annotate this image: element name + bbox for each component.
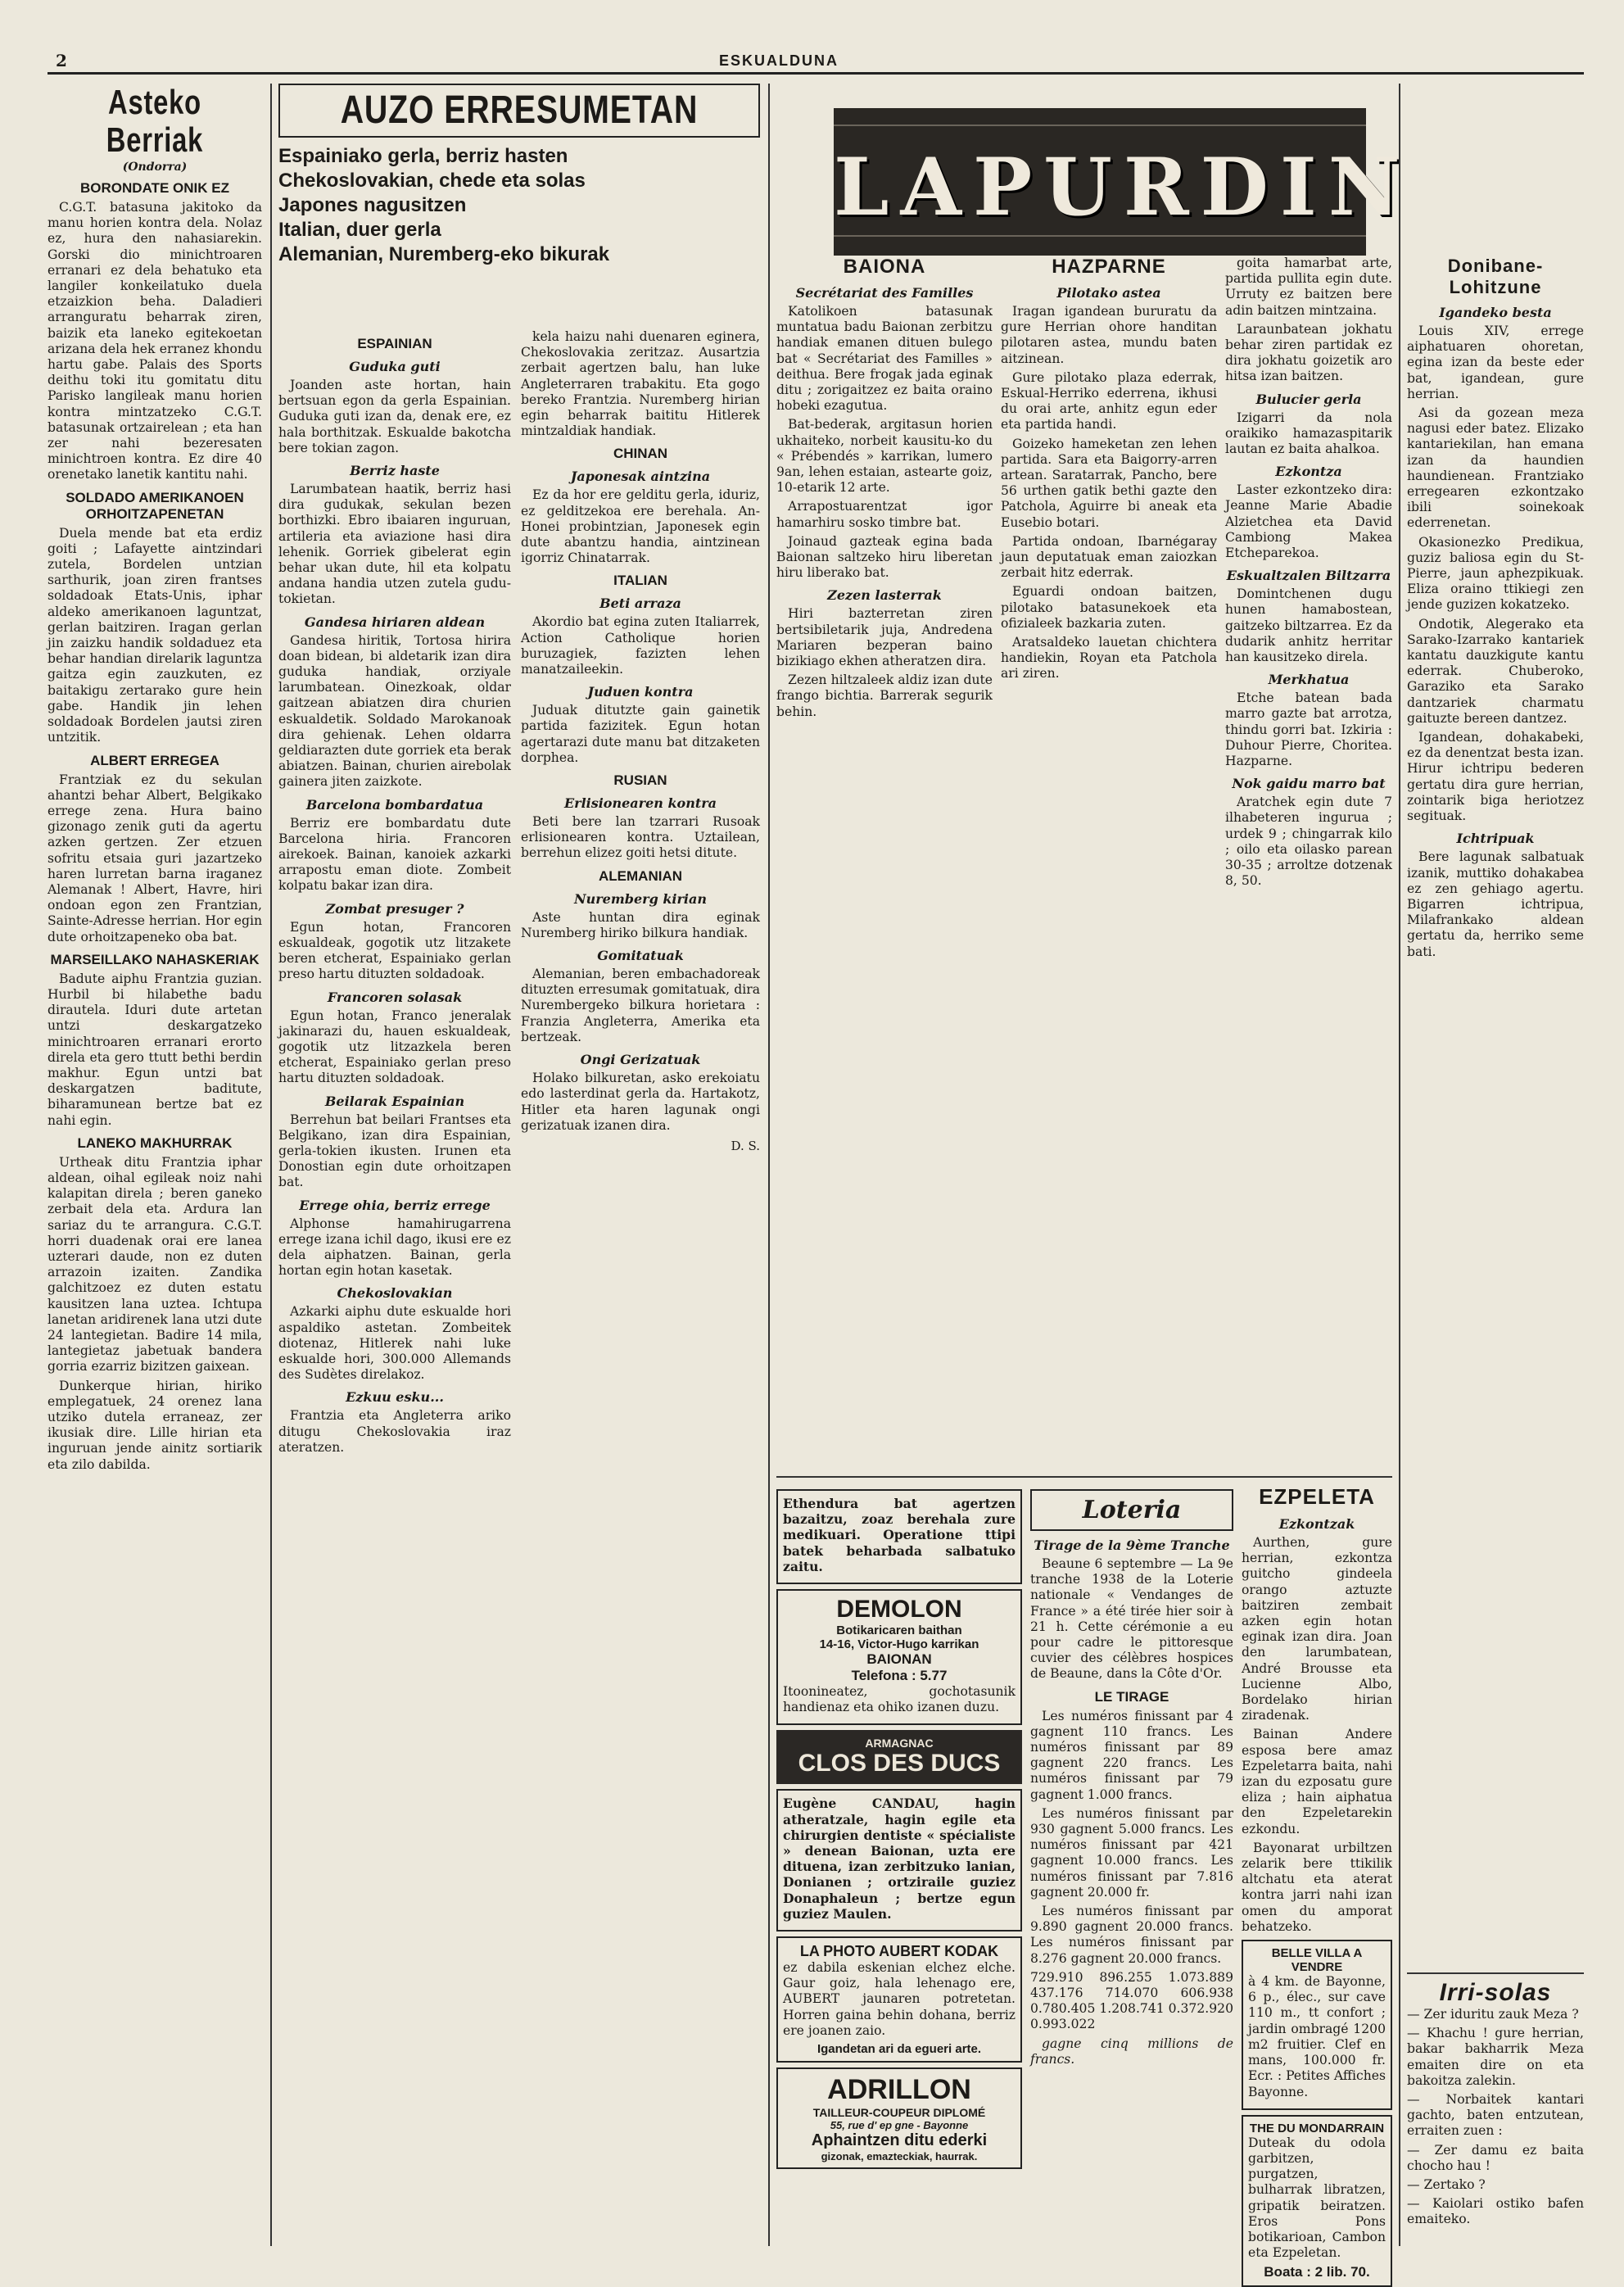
armagnac-ad bbox=[776, 1730, 1022, 1784]
section-subtitle: Erlisionearen kontra bbox=[563, 795, 717, 812]
article-text: Aurthen, gure herrian, ezkontza guitcho gindeela orango aztuzte baitziren zembait azken egin hotan eginak izan dira. Joan den larumbatean, André Brousse eta Lucienne Albo, Bordelako hirian ziradenak. bbox=[1242, 1535, 1392, 1723]
main-headline bbox=[278, 144, 760, 272]
lapurdin-masthead bbox=[834, 108, 1412, 256]
article-text: Akordio bat egina zuten Italiarrek, Action Catholique horien buruzagiek, fazizten lehen manatzaileekin. bbox=[521, 614, 760, 677]
dialogue-line: — Khachu ! gure herrian, bakar bakharrik Meza emaiten dire on eta bakoitza zalekin. bbox=[1407, 2026, 1584, 2088]
article-text: Les numéros finissant par 4 gagnent 110 francs. Les numéros finissant par 89 gagnent 220 francs. Les numéros finissant par 79 gagnent 1.000 francs. bbox=[1030, 1708, 1233, 1802]
section-subtitle: Barcelona bombardatua bbox=[305, 796, 484, 813]
dialogue-line: — Zer iduritu zauk Meza ? bbox=[1407, 2007, 1579, 2022]
demolon-subtitle: Botikaricaren baithan bbox=[836, 1624, 962, 1638]
demolon-ad bbox=[776, 1589, 1022, 1725]
article-text: Frantziak ez du sekulan ahantzi behar Albert, Belgikako errege zena. Hura baino gizonago zenik guti da agertu azken gertzen. Zer etzuen sofritu etsaia guri jazartzeko haren lurretan barna iraganez Alemanak ! Albert, Havre, hiri ondoan egon zen Frantzian, Sainte-Adresse herrian. Hor egin dute orhoitzapeneko oba bat. bbox=[47, 772, 262, 944]
loteria-footer: gagne cinq millions de francs. bbox=[1030, 2036, 1233, 2067]
section-title: LE TIRAGE bbox=[1094, 1688, 1169, 1705]
section-rule bbox=[776, 1476, 1392, 1478]
section-rule bbox=[1407, 1972, 1584, 1974]
adrillon-slogan: Aphaintzen ditu ederki bbox=[811, 2131, 988, 2150]
section-subtitle: Secrétariat des Familles bbox=[795, 285, 974, 301]
section-subtitle: Igandeko besta bbox=[1439, 305, 1552, 320]
article-text: Laster ezkontzeko dira: Jeanne Marie Abadie Alzietchea eta David Cambiong Makea Etcheparekoa. bbox=[1225, 482, 1392, 561]
article-text: Laraunbatean jokhatu behar ziren partidak ez dira jokhatu goizetik aro hitsa izan baitzen. bbox=[1225, 321, 1392, 384]
article-text: Domintchenen dugu hunen hamabostean, gaitzeko biltzarrea. Ez da dudarik anhitz herritar han kausitzeko direla. bbox=[1225, 586, 1392, 665]
headline-line: Chekoslovakian, chede eta solas bbox=[278, 170, 586, 192]
newspaper-page bbox=[47, 51, 1584, 2280]
asteko-berriak-column bbox=[47, 84, 262, 2246]
column-rule bbox=[1399, 84, 1400, 2246]
article-text: Beti bere lan tzarrari Rusoak erlisionearen kontra. Uztailean, berrehun elizez goiti hetsi ditute. bbox=[521, 814, 760, 861]
mondarrain-title: THE DU MONDARRAIN bbox=[1249, 2121, 1385, 2135]
section-subtitle: Gomitatuak bbox=[597, 948, 684, 964]
hazparne-continued-column bbox=[1225, 256, 1392, 1198]
section-subtitle: Beti arraza bbox=[599, 596, 681, 612]
ad-text: ez dabila eskenian elchez elche. Gaur goiz, hala lehenago ere, AUBERT jaunaren potretetan. Horren gaina behin dohana, berriz ere joanen zaio. bbox=[783, 1960, 1016, 2038]
section-title: MARSEILLAKO NAHASKERIAK bbox=[50, 951, 260, 967]
article-text: Frantzia eta Angleterra ariko ditugu Chekoslovakia iraz ateratzen. bbox=[278, 1408, 511, 1455]
section-subtitle: Francoren solasak bbox=[327, 989, 463, 1005]
article-text: Duela mende bat eta erdiz goiti ; Lafayette aintzindari zutela, Bordelen untzian sarthurik, joan ziren frantses soldadoak Etats-Unis, iphar aldeko amerikanoen laguntzat, gerlan baitziren. Iragan gerlan jin zaizku handik soldaduez eta behar handian direlarik laguntza gaitza egin zauzkuten, ez baitakigu zertarako gure hein gabe. Handik jin lehen soldadoak Bordelen jautsi ziren untzitik. bbox=[47, 525, 262, 745]
loteria-column bbox=[1030, 1484, 1233, 2221]
section-subtitle: Nuremberg kirian bbox=[573, 890, 708, 907]
candau-ad bbox=[776, 1789, 1022, 1931]
demolon-title: DEMOLON bbox=[836, 1596, 962, 1624]
ad-text: Ethendura bat agertzen bazaitzu, zoaz berehala zure medikuari. Operatione ttipi batek beharbada salbatuko zaitu. bbox=[783, 1496, 1016, 1574]
headline-line: Alemanian, Nuremberg-eko bikurak bbox=[278, 243, 610, 265]
section-title: CHINAN bbox=[613, 446, 668, 462]
hazparne-title: HAZPARNE bbox=[1052, 256, 1166, 278]
demolon-phone: Telefona : 5.77 bbox=[851, 1668, 948, 1684]
article-text: Eguardi ondoan baitzen, pilotako batasunekoek eta ofizialeek bazkaria zuten. bbox=[1001, 584, 1217, 631]
paper-name: ESKUALDUNA bbox=[719, 52, 839, 69]
article-text: Goizeko hameketan zen lehen partida. Sara eta Baigorry-arren artean. Saratarrak, Pancho, bere 56 urthen gatik bethi gazte den Patchola, Aguirre bi aneak eta Eusebio botari. bbox=[1001, 436, 1217, 530]
adrillon-subtitle: TAILLEUR-COUPEUR DIPLOMÉ bbox=[812, 2106, 986, 2120]
article-text: Bere lagunak salbatuak izanik, muttiko dohakabea ez zen gehiago agertu. Bigarren ichtripua, Milafrankako aldean gertatu da, herriko seme bati. bbox=[1407, 849, 1584, 959]
article-text: Alemanian, beren embachadoreak dituzten erresumak gomitatuak, dira Nurembergeko bilkura horietara : Franzia Angleterra, Amerika eta bertzeak. bbox=[521, 967, 760, 1044]
ad-text: Eugène CANDAU, hagin atheratzale, hagin egile eta chirurgien dentiste « spécialiste » denean Baionan, uzta ere dituena, izan zerbitzuko lanian, Donianen ; ortziraile guziez Donaphaleun ; bertze egun guziez Maulen. bbox=[783, 1796, 1016, 1922]
article-text: Azkarki aiphu dute eskualde hori aspaldiko astetan. Zombeitek diotenaz, Hitlerek nahi luke eskualde hori, 300.000 Allemands des Sudètes direlakoz. bbox=[278, 1304, 511, 1383]
section-subtitle: Pilotako astea bbox=[1056, 285, 1161, 301]
column-rule bbox=[270, 84, 272, 2246]
article-text: Berriz ere bombardatu dute Barcelona hiria. Francoren airekoek. Bainan, kanoiek azkarki arrapostu eman diote. Zombeit kolpatu bakar izan dira. bbox=[278, 815, 511, 894]
article-text: Ondotik, Alegerako eta Sarako-Izarrako kantariek kantatu dauzkigute kantu ederrak. Chuberoko, Garaziko eta Sarako dantzariek charmatu gaituzte bereen dantzez. bbox=[1407, 616, 1584, 726]
article-text: Egun hotan, Francoren eskualdeak, gogotik utz litzakete beren etcherat, Espainiako gerlan preso hartu dituzten soldadoak. bbox=[278, 919, 511, 982]
irri-solas-column bbox=[1407, 1968, 1584, 2230]
column-rule bbox=[768, 84, 770, 2246]
ethendura-ad bbox=[776, 1489, 1022, 1584]
article-text: Holako bilkuretan, asko erekoiatu edo lasterdinat gerla da. Hartakotz, Hitler eta haren lagunak ongi gerizatuak izanen dira. bbox=[521, 1071, 760, 1133]
article-signature: D. S. bbox=[731, 1138, 760, 1153]
section-subtitle: Juduen kontra bbox=[587, 684, 694, 700]
lapurdin-title: LAPURDIN bbox=[834, 141, 1412, 233]
article-text: Asi da gozean meza nagusi eder batez. Elizako kantariekilan, han emana izan da haundien haundienean. Frantziako erregearen ezkontzako ibili soinekoak ederrenetan. bbox=[1407, 405, 1584, 531]
article-text: Les numéros finissant par 930 gagnent 5.000 francs. Les numéros finissant par 421 gagnent 10.000 francs. Les numéros finissant par 7.816 gagnent 20.000 fr. bbox=[1030, 1805, 1233, 1900]
article-text: Partida ondoan, Ibarnégaray jaun deputatuak eman zaiozkan zerbait hitz ederrak. bbox=[1001, 533, 1217, 581]
photo-aubert-ad bbox=[776, 1936, 1022, 2063]
section-title: SOLDADO AMERIKANOEN ORHOITZAPENETAN bbox=[66, 489, 244, 522]
asteko-berriak-title: Asteko Berriak bbox=[106, 83, 204, 159]
article-text: Joanden aste hortan, hain bertsuan egon da gerla Espainian. Guduka guti izan da, denak ere, ez hala borthitzak. Eskualde bakotcha bere tokian zagon. bbox=[278, 378, 511, 455]
section-subtitle: Chekoslovakian bbox=[337, 1285, 453, 1302]
article-text: Gure pilotako plaza ederrak, Eskual-Herriko ederrena, ikhusi du orai arte, anhitz egun eder eta partida handi. bbox=[1001, 369, 1217, 432]
section-subtitle: Ongi Gerizatuak bbox=[580, 1052, 701, 1068]
auzo-erresumetan-title: AUZO ERRESUMETAN bbox=[340, 88, 699, 132]
article-text: Izigarri da nola oraikiko hamazaspitarik lautan ez baita ahalkoa. bbox=[1225, 410, 1392, 457]
section-subtitle: Nok gaidu marro bat bbox=[1232, 776, 1386, 792]
section-subtitle: Zezen lasterrak bbox=[827, 587, 942, 604]
article-text: Aste huntan dira eginak Nuremberg hiriko bilkura handiak. bbox=[521, 909, 760, 940]
photo-aubert-title: LA PHOTO AUBERT KODAK bbox=[799, 1943, 999, 1960]
article-text: Dunkerque hirian, hiriko emplegatuek, 24 orenez lana utziko dutela erraneaz, zer ikusiak dire. Lille hirian eta inguruan jende ainitz sortiarik eta zilo dabilda. bbox=[47, 1378, 262, 1472]
baiona-title: BAIONA bbox=[843, 256, 926, 278]
dialogue-line: — Norbaitek kantari gachto, baten entzutean, erraiten zuen : bbox=[1407, 2092, 1584, 2139]
section-title: ESPAINIAN bbox=[357, 336, 432, 351]
article-text: Igandean, dohakabeki, ez da denentzat besta izan. Hirur ichtripu bederen gertatu dira gure herrian, zointarik biga heriotzez segituak. bbox=[1407, 730, 1584, 824]
adrillon-address: 55, rue d' ep gne - Bayonne bbox=[830, 2119, 969, 2132]
article-text: Bainan Andere esposa bere amaz Ezpeletarra baita, nahi izan du ezposatu gure eliza ; hain aiphatua den Ezpeletarekin ezkondu. bbox=[1242, 1727, 1392, 1836]
dialogue-line: — Kaiolari ostiko bafen emaiteko. bbox=[1407, 2196, 1584, 2227]
loteria-numbers: 729.910 896.255 1.073.889 437.176 714.070 606.938 0.780.405 1.208.741 0.372.920 0.993.022 bbox=[1030, 1969, 1234, 2032]
article-text: Beaune 6 septembre — La 9e tranche 1938 de la Loterie nationale « Vendanges de France » a été tirée hier soir à 21 h. Cette cérémonie a eu pour cadre le pittoresque cuvier des célèbres hospices de Beaune, dans la Côte d'Or. bbox=[1030, 1556, 1233, 1682]
article-text: Juduak ditutzte gain gainetik partida fazizitek. Egun hotan agertarazi dute manu bat ditzaketen dorphea. bbox=[521, 703, 760, 765]
auzo-erresumetan-column bbox=[278, 84, 760, 2246]
irri-solas-title: Irri-solas bbox=[1439, 1979, 1552, 2006]
article-text: Okasionezko Predikua, guziz baliosa egin du St-Pierre, jaun aphezpikuak. Eliza oraino ttikiegi zen jende guzizen kokatzeko. bbox=[1407, 534, 1584, 613]
article-text: Alphonse hamahirugarrena errege izana ichil dago, ikusi ere ez dela aiphatzen. Bainan, gerla hortan egin hotan kasetak. bbox=[278, 1216, 511, 1279]
article-text: Gandesa hiritik, Tortosa hirira doan bidean, bi aldetarik izan dira guduka handiak, orziyale larumbatean. Oinezkoak, oldar gaitzean abiatzen dira churien eskualdetik. Soldado Marokanoak dira gehienak. Lehen oldarra geldiarazten dute gorriek eta berak abiatzen. Bainan, churien airebolak gainera jiten zaizkote. bbox=[278, 632, 511, 790]
section-title: LANEKO MAKHURRAK bbox=[77, 1134, 233, 1151]
ads-column bbox=[776, 1484, 1022, 2221]
article-text: Arrapostuarentzat igor hamarhiru sosko timbre bat. bbox=[776, 499, 993, 530]
ad-text: Duteak du odola garbitzen, purgatzen, bulharrak libratzen, gripatik beiratzen. Eros Pons botikarioan, Cambon eta Ezpeletan. bbox=[1248, 2135, 1386, 2261]
ezpeleta-title: EZPELETA bbox=[1259, 1484, 1375, 1509]
section-title: ITALIAN bbox=[613, 573, 667, 589]
article-text: Bayonarat urbiltzen zelarik bere ttikilik altchatu eta aterat kontra jarri nahi izan omen du amporat behatzeko. bbox=[1242, 1840, 1392, 1934]
dialogue-line: — Zertako ? bbox=[1407, 2177, 1486, 2193]
article-text: Joinaud gazteak egina bada Baionan saltzeko hiru liberetan hiru liberako bat. bbox=[776, 533, 993, 581]
article-text: Badute aiphu Frantzia guzian. Hurbil bi hilabethe badu dirautela. Iduri dute artetan untzi deskargatzeko minichtroaren erranari erorto direla eta gero ttutt bethi berdin makhur. Egun untzi bat deskargatzen baditute, biharamunean bertze bat ez nahi egin. bbox=[47, 971, 262, 1128]
photo-aubert-footer: Igandetan ari da egueri arte. bbox=[817, 2042, 982, 2057]
article-text: Bat-bederak, argitasun horien ukhaiteko, norbeit kausitu-ko du « Prébendés » karrikan, lumero 9an, lehen estaian, astearte goiz, 10-etarik 12 arte. bbox=[776, 417, 993, 496]
section-subtitle: Ezkontzak bbox=[1278, 1516, 1355, 1532]
section-subtitle: Eskualtzalen Biltzarra bbox=[1226, 568, 1391, 584]
article-text: Aratchek egin dute 7 ilhabeteren ingurua ; urdek 9 ; chingarrak kilo ; oilo eta oilasko parean 30-35 ; arroltze dotzenak 8, 50. bbox=[1225, 795, 1392, 889]
section-subtitle: Beilarak Espainian bbox=[324, 1093, 465, 1109]
section-title: ALEMANIAN bbox=[599, 867, 682, 884]
auzo-subcolumn-1 bbox=[278, 329, 511, 1459]
section-subtitle: Berriz haste bbox=[350, 463, 440, 479]
article-text: Katolikoen batasunak muntatua badu Baionan zerbitzu handiak emanen dituen bulego bat « Secrétariat des Familles » deithua. Bere frogak jada eginak ditu ; zorigaitzez ez baita oraino hobeki ezagutua. bbox=[776, 304, 993, 414]
loteria-title: Loteria bbox=[1082, 1496, 1182, 1524]
adrillon-title: ADRILLON bbox=[827, 2074, 971, 2106]
article-text: Les numéros finissant par 9.890 gagnent 20.000 francs. Les numéros finissant par 8.276 gagnent 20.000 francs. bbox=[1030, 1904, 1233, 1966]
villa-ad bbox=[1242, 1940, 1392, 2110]
article-text: goita hamarbat arte, partida pullita egin dute. Urruty ez baitzen bere adin baitzen mintzaina. bbox=[1225, 256, 1392, 318]
demolon-city: BAIONAN bbox=[866, 1651, 932, 1668]
section-subtitle: Japonesak aintzina bbox=[570, 469, 711, 485]
hazparne-column bbox=[1001, 256, 1217, 1198]
mondarrain-price: Boata : 2 lib. 70. bbox=[1264, 2264, 1370, 2280]
ezpeleta-column bbox=[1242, 1484, 1392, 2280]
article-text: Etche batean bada marro gazte bat arrotza, thindu gorri bat. Izkiria : Duhour Pierre, Choritea. Hazparne. bbox=[1225, 691, 1392, 769]
dialogue-line: — Zer damu ez baita chocho hau ! bbox=[1407, 2142, 1584, 2173]
headline-line: Japones nagusitzen bbox=[278, 194, 467, 216]
loteria-subtitle: Tirage de la 9ème Tranche bbox=[1034, 1537, 1230, 1553]
section-subtitle: Ichtripuak bbox=[1456, 831, 1535, 847]
article-text: Berrehun bat beilari Frantses eta Belgikano, izan dira Espainian, gerla-tokien ikusten. Irunen eta Donostian egin dute orhoitzapen bat. bbox=[278, 1112, 511, 1190]
section-title: ALBERT ERREGEA bbox=[90, 752, 219, 768]
top-bar bbox=[47, 51, 1584, 75]
section-subtitle: Ezkontza bbox=[1275, 464, 1342, 480]
headline-line: Espainiako gerla, berriz hasten bbox=[278, 145, 568, 167]
armagnac-label: ARMAGNAC bbox=[865, 1737, 934, 1750]
page-number: 2 bbox=[56, 51, 67, 70]
article-text: Aratsaldeko lauetan chichtera handiekin, Royan eta Patchola ari ziren. bbox=[1001, 635, 1217, 682]
article-text: Louis XIV, errege aiphatuaren ohoretan, egina izan da beste eder bat, igandean, gure herrian. bbox=[1407, 324, 1584, 401]
auzo-subcolumn-2 bbox=[521, 329, 760, 1153]
headline-line: Italian, duer gerla bbox=[278, 219, 441, 241]
section-subtitle: Ezkuu esku... bbox=[346, 1389, 444, 1406]
article-text: Zezen hiltzaleek aldiz izan dute frango bichtia. Barrerak segurik behin. bbox=[776, 673, 993, 719]
demolon-address: 14-16, Victor-Hugo karrikan bbox=[819, 1637, 979, 1652]
article-text: Ez da hor ere gelditu gerla, iduriz, ez gelditzekoa ere berehala. An-Honei probintzian, Japonesek egin dute abantzu handia, aintzinean igorriz Chinatarrak. bbox=[521, 487, 760, 566]
asteko-berriak-byline: (Ondorra) bbox=[122, 161, 188, 174]
auzo-title-box bbox=[278, 84, 760, 138]
article-text: Egun hotan, Franco jeneralak jakinarazi du, hauen eskualdeak, gogotik utz litzazkela beren etcherat, Espainiako gerlan preso hartu dituzten soldadoak. bbox=[278, 1008, 511, 1086]
article-text: C.G.T. batasuna jakitoko da manu horien kontra dela. Nolaz ez, hura den nahasiarekin. Gorski dio minichtroaren erranari ez dela behatuko eta langiler konkeilatuko duela etzaizkion beha. Daladieri arranguratu beharrak ziren, baizik eta laneko egitekoetan arizana dela hek erranez khondu hartu gabe. Palais des Sports deithu toki itu gomitatu ditu Parisko langileak manu horien kontra mintzatzeko C.G.T. batasunak ortzairelean ; eta han zer nahi bezeresaten minichtroen kontra. Ez dire 40 orenetako lanetik kantitu nahi. bbox=[47, 200, 262, 482]
mondarrain-ad bbox=[1242, 2115, 1392, 2287]
section-title: BORONDATE ONIK EZ bbox=[80, 180, 229, 196]
section-subtitle: Zombat presuger ? bbox=[325, 900, 464, 917]
clos-des-ducs-label: CLOS DES DUCS bbox=[798, 1750, 1001, 1778]
baiona-column bbox=[776, 256, 993, 1198]
villa-title: BELLE VILLA A VENDRE bbox=[1271, 1946, 1363, 1975]
adrillon-ad bbox=[776, 2067, 1022, 2169]
ad-text: à 4 km. de Bayonne, 6 p., élec., sur cave 110 m., tt confort ; jardin ombragé 1200 m2 fruitier. Clef en mans, 100.000 fr. Ecr. : Petites Affiches Bayonne. bbox=[1248, 1974, 1386, 2099]
loteria-title-box bbox=[1030, 1489, 1233, 1531]
donibane-column bbox=[1407, 256, 1584, 2008]
section-subtitle: Guduka guti bbox=[349, 359, 441, 374]
section-subtitle: Errege ohia, berriz errege bbox=[299, 1197, 491, 1213]
donibane-title: Donibane-Lohitzune bbox=[1447, 256, 1544, 297]
article-text: Iragan igandean bururatu da gure Herrian ohore handitan pilotaren astea, mundu baten aitzinean. bbox=[1001, 304, 1217, 366]
ad-text: Itoonineatez, gochotasunik handienaz eta ohiko izanen duzu. bbox=[783, 1684, 1016, 1715]
section-subtitle: Bulucier gerla bbox=[1255, 391, 1362, 407]
adrillon-footer: gizonak, emazteckiak, haurrak. bbox=[821, 2150, 978, 2163]
article-text: Larumbatean haatik, berriz hasi dira gudukak, sekulan bezen borthizki. Ebro ibaiaren inguruan, artileria eta aviazione hasi dira lehenik. Gorriek gibelerat egin behar ukan dute, hil eta kolpatu andana handia utzen zutela gudu-tokietan. bbox=[278, 482, 511, 607]
section-title: RUSIAN bbox=[613, 772, 667, 789]
section-subtitle: Gandesa hiriaren aldean bbox=[304, 614, 486, 630]
section-subtitle: Merkhatua bbox=[1268, 672, 1350, 688]
article-text: Hiri bazterretan ziren bertsibiletarik juja, Andredena Mariaren bezperan baino bizikiago ekhen atheratzen dira. bbox=[776, 606, 993, 669]
article-text: Urtheak ditu Frantzia iphar aldean, oihal egileak noiz nahi kalapitan direla ; beren ganeko zerbait dela eta. Ardura lan sariaz du te arrangura. C.G.T. horri duadenak orai ere lanea uzterari daude, non ez duten arrazoin izaiten. Zandika galchitzoez ez duten estatu kausitzen lana uztea. Ichtupa lanetan aridirenek lana utzi dute 24 lantegietan. Badire 14 mila, lantegietaz jabetuak bandera gorria ezarriz bizitzen gaixean. bbox=[47, 1154, 262, 1374]
article-text: kela haizu nahi duenaren eginera, Chekoslovakia zeritzaz. Ausartzia zerbait agertzen balu, han luke Angleterraren trabakitu. Eta gogo bereko Frantzia. Nuremberg hirian egin beharrak baititu Hitlerek mintzaldiak handiak. bbox=[521, 329, 760, 439]
